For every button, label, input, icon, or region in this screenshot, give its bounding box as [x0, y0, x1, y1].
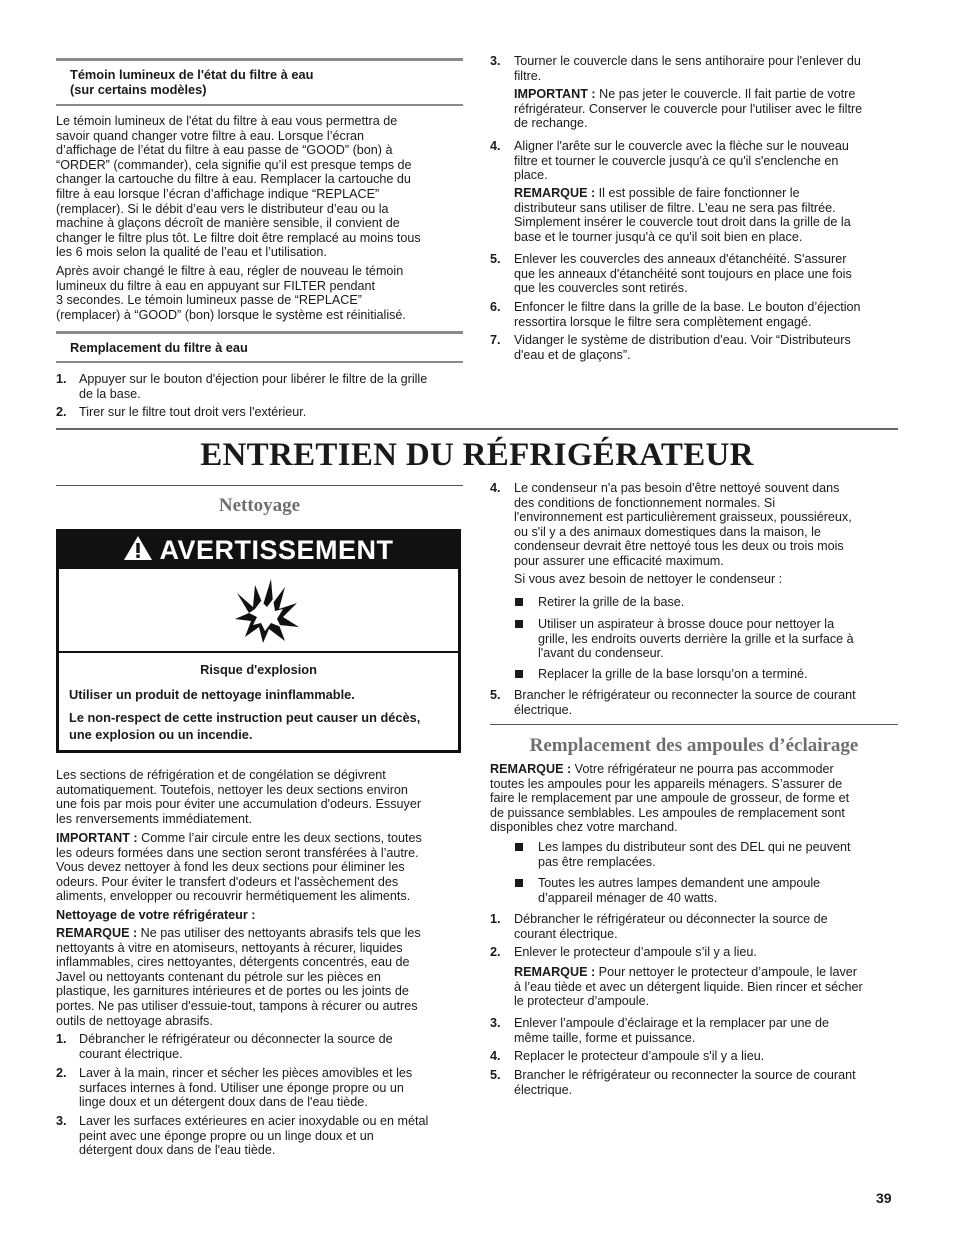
step-number: 5.	[490, 688, 501, 702]
text-line: le protecteur d’ampoule.	[514, 994, 650, 1009]
text-line: une fois par mois pour éviter une accumulation d'odeurs. Essuyer	[56, 797, 422, 812]
step-text	[514, 1068, 904, 1097]
text-line: Débrancher le réfrigérateur ou déconnecter la source de	[514, 912, 828, 926]
step-number: 3.	[490, 1016, 501, 1030]
section-bar	[56, 331, 463, 334]
text-line: Utiliser un aspirateur à brosse douce pour nettoyer la	[538, 617, 835, 631]
step-text	[514, 139, 904, 183]
step-text	[514, 945, 904, 960]
cleaning-subheading: Nettoyage de votre réfrigérateur :	[56, 908, 256, 922]
text-line: Le témoin lumineux de l'état du filtre à eau vous permettra de	[56, 114, 398, 128]
step-number: 5.	[490, 252, 501, 266]
text-line: courant électrique.	[79, 1046, 183, 1061]
text-line: Après avoir changé le filtre à eau, régler de nouveau le témoin	[56, 264, 404, 278]
warning-risk: Risque d'explosion	[200, 662, 317, 677]
step-text	[79, 372, 469, 401]
text-line: odeurs. Pour éviter le transfert d'odeurs et l'assèchement des	[56, 874, 399, 889]
remarque-note	[56, 926, 468, 1028]
text-line: Toutes les autres lampes demandent une ampoule	[538, 876, 821, 890]
text-line: (remplacer). Si le débit d’eau vers le distributeur d’eau ou la	[56, 201, 389, 216]
text-line: Enlever les couvercles des anneaux d'étanchéité. S'assurer	[514, 252, 847, 266]
text-line: Le non-respect de cette instruction peut causer un décès,	[69, 710, 421, 725]
text-line: faire le remplacement par une ampoule de grosseur, de forme et	[490, 791, 850, 806]
text-line: changer la cartouche du filtre à eau. Remplacer la cartouche du	[56, 172, 411, 187]
text-line: Enfoncer le filtre dans la grille de la base. Le bouton d’éjection	[514, 300, 861, 314]
text-line: Laver à la main, rincer et sécher les pièces amovibles et les	[79, 1066, 413, 1080]
text-line: d’appareil ménager de 40 watts.	[538, 890, 718, 905]
step-text	[514, 481, 904, 569]
note-label: REMARQUE :	[490, 762, 572, 776]
text-line: filtre.	[514, 68, 542, 83]
remarque-note	[490, 762, 900, 835]
step-number: 5.	[490, 1068, 501, 1082]
filter-status-heading	[70, 67, 313, 97]
step-number: 1.	[56, 372, 67, 386]
step-text	[514, 912, 904, 941]
step-number: 1.	[56, 1032, 67, 1046]
text-line: de rechange.	[514, 116, 588, 131]
note-label: IMPORTANT :	[56, 831, 138, 845]
text-line: ou s'il y a des animaux domestiques dans la maison, le	[514, 524, 821, 539]
text-line: que les couvercles sont retirés.	[514, 281, 688, 296]
text-line: filtre et tourner le couvercle jusqu'à ce qu'il s'enclenche en	[514, 153, 839, 168]
text-line: Les lampes du distributeur sont des DEL qui ne peuvent	[538, 840, 851, 854]
filter-reset-paragraph	[56, 264, 466, 322]
divider	[490, 724, 898, 725]
warning-header	[59, 532, 458, 569]
bullet-icon	[515, 879, 523, 887]
step-number: 4.	[490, 1049, 501, 1063]
text-line: pas être remplacées.	[538, 854, 656, 869]
text-line: grille, les endroits ouverts derrière la grille et la surface à	[538, 631, 854, 646]
text-line: linge doux et un détergent doux dans de l'eau tiède.	[79, 1095, 368, 1110]
filter-status-paragraph	[56, 114, 466, 260]
note-label: REMARQUE :	[56, 926, 138, 940]
divider	[56, 485, 463, 486]
important-note	[56, 831, 468, 904]
bullet-text	[538, 667, 908, 682]
bullet-icon	[515, 620, 523, 628]
text-line: Le condenseur n'a pas besoin d'être nettoyé souvent dans	[514, 481, 840, 495]
text-line: Retirer la grille de la base.	[538, 595, 685, 609]
step-number: 7.	[490, 333, 501, 347]
text-line: machine à glaçons décroît de manière sensible, il convient de	[56, 216, 400, 231]
text-line: ressortira lorsque le filtre sera complètement engagé.	[514, 314, 812, 329]
text-line: Enlever le protecteur d’ampoule s’il y a lieu.	[514, 945, 757, 959]
text-line: lumineux du filtre à eau en appuyant sur FILTER pendant	[56, 278, 376, 293]
bullet-icon	[515, 843, 523, 851]
step-number: 2.	[56, 1066, 67, 1080]
text-line: peint avec une éponge propre ou un linge doux et un	[79, 1128, 374, 1143]
step-text	[514, 300, 904, 329]
text-line: inflammables, cires nettoyantes, détergents concentrés, eau de	[56, 955, 410, 970]
text-line: Comme l’air circule entre les deux sections, toutes	[137, 831, 422, 845]
step-number: 3.	[490, 54, 501, 68]
text-line: Ne pas jeter le couvercle. Il fait partie de votre	[595, 87, 856, 101]
text-line: les 6 mois selon la qualité de l’eau et l’utilisation.	[56, 245, 327, 260]
text-line: condenseur devrait être nettoyé tous les deux ou trois mois	[514, 539, 844, 554]
text-line: que les anneaux d'étanchéité sont toujours en place une fois	[514, 266, 852, 281]
warning-triangle-icon	[123, 535, 153, 568]
text-line: outils de nettoyage abrasifs.	[56, 1013, 213, 1028]
text-line: Il est possible de faire fonctionner le	[595, 186, 800, 200]
step-number: 2.	[490, 945, 501, 959]
text-line: de puissance semblables. Les ampoules de remplacement sont	[490, 805, 845, 820]
section-heading-nettoyage: Nettoyage	[218, 495, 301, 516]
warning-consequence	[69, 709, 420, 743]
text-line: d'eau et de glaçons”.	[514, 347, 631, 362]
text-line: courant électrique.	[514, 926, 618, 941]
bullet-text	[538, 840, 908, 869]
bullet-text	[538, 595, 908, 610]
section-bar	[56, 58, 463, 61]
text-line: 3 secondes. Le témoin lumineux passe de “REPLACE”	[56, 293, 362, 308]
step-number: 2.	[56, 405, 67, 419]
text-line: une explosion ou un incendie.	[69, 727, 253, 742]
important-note	[514, 87, 904, 131]
bullet-icon	[515, 670, 523, 678]
text-line: Replacer le protecteur d’ampoule s'il y a lieu.	[514, 1049, 765, 1063]
text-line: Appuyer sur le bouton d'éjection pour libérer le filtre de la grille	[79, 372, 428, 386]
text-line: Brancher le réfrigérateur ou reconnecter la source de courant	[514, 688, 856, 702]
text-line: détergent doux dans de l'eau tiède.	[79, 1143, 276, 1158]
text-line: pour assurer une efficacité maximum.	[514, 553, 724, 568]
text-line: Enlever l’ampoule d’éclairage et la remplacer par une de	[514, 1016, 830, 1030]
note-label: REMARQUE :	[514, 965, 596, 979]
step-number: 6.	[490, 300, 501, 314]
step-number: 1.	[490, 912, 501, 926]
step-number: 4.	[490, 481, 501, 495]
text-line: Tourner le couvercle dans le sens antihoraire pour l'enlever du	[514, 54, 861, 68]
text-line: les odeurs formées dans une section seront transférées à l’autre.	[56, 845, 419, 860]
warning-instruction: Utiliser un produit de nettoyage ininflammable.	[69, 687, 355, 702]
text-line: les renversements immédiatement.	[56, 811, 252, 826]
text-line: l'avant du condenseur.	[538, 646, 664, 661]
page-title: ENTRETIEN DU RÉFRIGÉRATEUR	[200, 437, 754, 473]
text-line: nettoyants à vitre en atomiseurs, nettoyants à récurer, liquides	[56, 940, 403, 955]
explosion-icon	[233, 577, 301, 650]
text-line: base et le tourner jusqu'à ce qu'il soit bien en place.	[514, 229, 803, 244]
step-text	[514, 1016, 904, 1045]
text-line: Brancher le réfrigérateur ou reconnecter la source de courant	[514, 1068, 856, 1082]
text-line: de la base.	[79, 386, 141, 401]
text-line: changer le filtre plus tôt. Le filtre doit être remplacé au moins tous	[56, 230, 421, 245]
text-line: électrique.	[514, 702, 573, 717]
step-text	[79, 1032, 469, 1061]
step-number: 3.	[56, 1114, 67, 1128]
bullet-text	[538, 876, 908, 905]
warning-title: AVERTISSEMENT	[159, 535, 394, 565]
text-line: Pour nettoyer le protecteur d’ampoule, le laver	[595, 965, 857, 979]
text-line: Débrancher le réfrigérateur ou déconnecter la source de	[79, 1032, 393, 1046]
text-line: Votre réfrigérateur ne pourra pas accommoder	[571, 762, 834, 776]
text-line: Simplement insérer le couvercle tout droit dans la grille de la	[514, 215, 851, 230]
warning-pictogram-area	[59, 569, 458, 653]
remarque-note	[514, 965, 904, 1009]
text-line: Ne pas utiliser des nettoyants abrasifs tels que les	[137, 926, 421, 940]
text-line: Laver les surfaces extérieures en acier inoxydable ou en métal	[79, 1114, 429, 1128]
divider	[56, 361, 463, 363]
text-line: à l’eau tiède et avec un détergent liquide. Bien rincer et sécher	[514, 979, 863, 994]
text-line: Vous devez nettoyer à fond les deux sections pour éliminer les	[56, 860, 405, 875]
note-label: REMARQUE :	[514, 186, 596, 200]
condenser-intro: Si vous avez besoin de nettoyer le condenseur :	[514, 572, 783, 586]
step-number: 4.	[490, 139, 501, 153]
text-line: d’affichage de l’état du filtre à eau passe de “GOOD” (bon) à	[56, 143, 393, 158]
warning-box	[56, 529, 461, 753]
text-line: réfrigérateur. Conserver le couvercle pour l'utiliser avec le filtre	[514, 101, 863, 116]
text-line: distributeur sans utiliser de filtre. L'eau ne sera pas filtrée.	[514, 200, 836, 215]
cleaning-intro-paragraph	[56, 768, 468, 826]
text-line: Javel ou nettoyants contenant du pétrole sur les pièces en	[56, 969, 381, 984]
step-text	[514, 1049, 904, 1064]
text-line: l'environnement est particulièrement graisseux, poussiéreux,	[514, 510, 852, 525]
bullet-text	[538, 617, 908, 661]
heading-line: Témoin lumineux de l'état du filtre à eau	[70, 67, 314, 82]
filter-replace-heading: Remplacement du filtre à eau	[70, 340, 248, 355]
page-number: 39	[876, 1190, 892, 1206]
bullet-icon	[515, 598, 523, 606]
text-line: Aligner l'arête sur le couvercle avec la flèche sur le nouveau	[514, 139, 849, 153]
heading-line: (sur certains modèles)	[70, 82, 207, 97]
text-line: savoir quand changer votre filtre à eau. Lorsque l’écran	[56, 128, 365, 143]
step-text	[79, 1114, 469, 1158]
step-text	[514, 333, 904, 362]
text-line: Vidanger le système de distribution d'eau. Voir “Distributeurs	[514, 333, 851, 347]
remarque-note	[514, 186, 904, 244]
text-line: toutes les ampoules pour les appareils ménagers. S’assurer de	[490, 776, 843, 791]
text-line: même taille, forme et puissance.	[514, 1030, 696, 1045]
text-line: portes. Ne pas utiliser d'essuie-tout, tampons à récurer ou autres	[56, 998, 418, 1013]
text-line: filtre à eau lorsque l’écran d’affichage indique “REPLACE”	[56, 186, 380, 201]
step-text	[79, 405, 469, 420]
title-rule	[56, 428, 898, 430]
text-line: aliments, envelopper ou recouvrir hermétiquement les aliments.	[56, 889, 411, 904]
text-line: “ORDER” (commander), cela signifie qu’il est presque temps de	[56, 157, 412, 172]
step-text	[514, 252, 904, 296]
text-line: Tirer sur le filtre tout droit vers l'extérieur.	[79, 405, 307, 419]
section-heading-ampoules: Remplacement des ampoules d’éclairage	[529, 735, 859, 756]
step-text	[514, 688, 904, 717]
text-line: des conditions de fonctionnement normales. Si	[514, 495, 776, 510]
note-label: IMPORTANT :	[514, 87, 596, 101]
step-text	[79, 1066, 469, 1110]
text-line: (remplacer) à “GOOD” (bon) lorsque le système est réinitialisé.	[56, 307, 406, 322]
text-line: plastique, les garnitures intérieures et de portes ou les joints de	[56, 984, 409, 999]
text-line: place.	[514, 168, 548, 183]
text-line: automatiquement. Toutefois, nettoyer les deux sections environ	[56, 782, 408, 797]
text-line: surfaces internes à fond. Utiliser une éponge propre ou un	[79, 1080, 404, 1095]
step-text	[514, 54, 904, 83]
text-line: Replacer la grille de la base lorsqu’on a terminé.	[538, 667, 808, 681]
text-line: électrique.	[514, 1082, 573, 1097]
divider	[56, 104, 463, 106]
text-line: disponibles chez votre marchand.	[490, 820, 678, 835]
text-line: Les sections de réfrigération et de congélation se dégivrent	[56, 768, 386, 782]
